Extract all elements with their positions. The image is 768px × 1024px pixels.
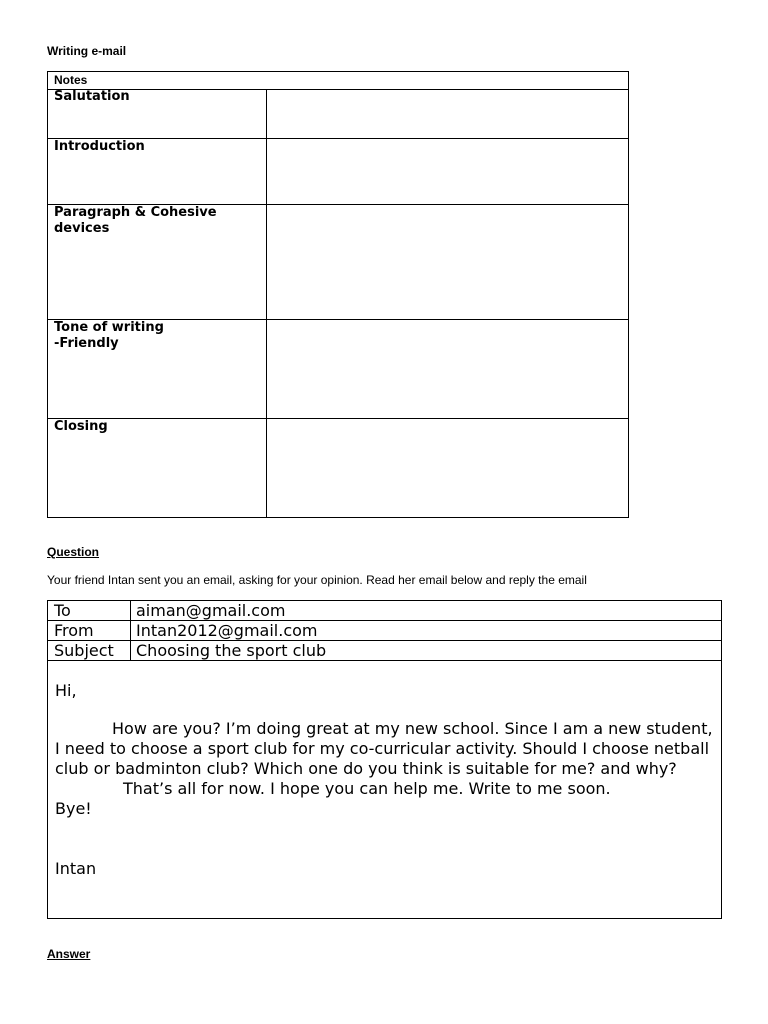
notes-header: Notes [48, 72, 628, 90]
email-from-row [48, 621, 721, 641]
email-to-row [48, 601, 721, 621]
document-title: Writing e-mail [47, 44, 127, 58]
email-subject-value: Choosing the sport club [136, 641, 327, 660]
notes-table [47, 71, 629, 518]
notes-row-closing [48, 419, 628, 518]
notes-row-paragraph [48, 205, 628, 320]
question-text: Your friend Intan sent you an email, asking for your opinion. Read her email below and reply the email [47, 573, 587, 587]
email-greeting: Hi, [55, 681, 77, 700]
notes-row-label-line: Tone of writing [54, 320, 164, 335]
email-from-value: Intan2012@gmail.com [136, 621, 318, 640]
email-to-label: To [54, 601, 71, 620]
notes-row-introduction [48, 139, 628, 205]
email-subject-label: Subject [54, 641, 114, 660]
email-bye: Bye! [55, 799, 92, 818]
email-paragraph-1: How are you? I’m doing great at my new school. Since I am a new student, I need to choose a sport club for my co-curricular activity. Should I choose netball club or badminton club? Which one do you think is suitable for me? and why? [55, 719, 713, 778]
question-heading: Question [47, 545, 100, 559]
email-paragraph-2: That’s all for now. I hope you can help me. Write to me soon. [123, 779, 611, 798]
email-from-label: From [54, 621, 94, 640]
email-box [47, 600, 722, 919]
notes-row-label [54, 320, 254, 352]
notes-row-salutation [48, 89, 628, 139]
notes-row-label: Closing [54, 419, 108, 434]
answer-heading: Answer [47, 947, 91, 961]
notes-row-label-line: -Friendly [54, 336, 119, 351]
email-to-value: aiman@gmail.com [136, 601, 286, 620]
email-body [55, 681, 715, 879]
notes-row-label: Introduction [54, 139, 145, 154]
email-subject-row [48, 641, 721, 661]
notes-row-tone [48, 320, 628, 419]
notes-row-label: Salutation [54, 89, 130, 104]
email-signature: Intan [55, 859, 97, 878]
notes-row-label: Paragraph & Cohesive devices [54, 205, 217, 236]
